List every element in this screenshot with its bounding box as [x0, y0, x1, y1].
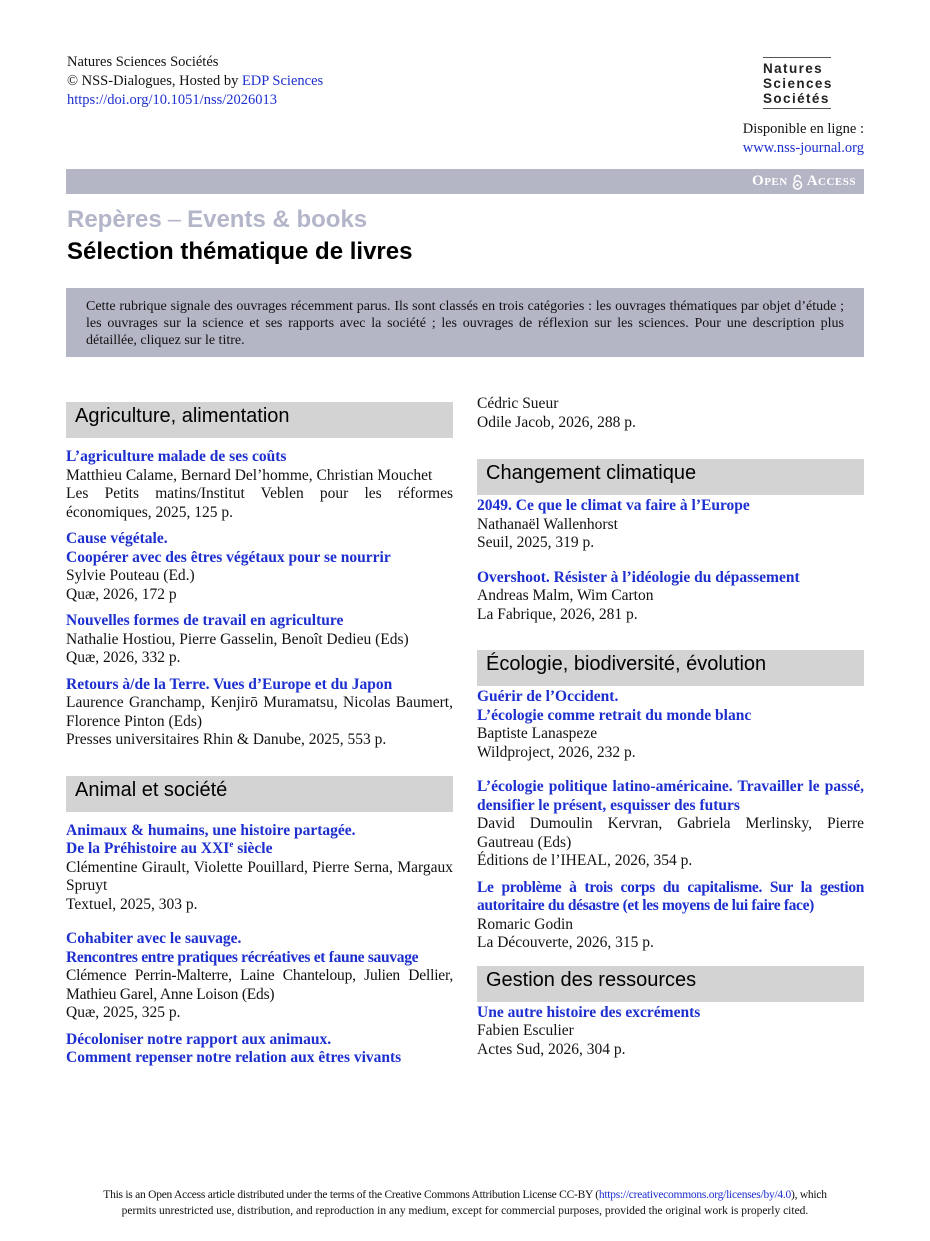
access-word: Access [806, 173, 856, 189]
section-heading-ecology: Écologie, biodiversité, évolution [477, 650, 864, 686]
book-title-link[interactable]: Nouvelles formes de travail en agriculture [66, 612, 344, 629]
book-authors: Nathalie Hostiou, Pierre Gasselin, Benoît Dedieu (Eds) [66, 630, 409, 648]
book-title-link[interactable]: Retours à/de la Terre. Vues d’Europe et du Japon [66, 675, 393, 693]
book-publisher: Éditions de l’IHEAL, 2026, 354 p. [477, 852, 693, 869]
book-title-link[interactable]: Décoloniser notre rapport aux animaux. [66, 1030, 332, 1048]
open-access-lock-icon [792, 174, 803, 190]
right-column [477, 395, 864, 1059]
book-publisher: La Découverte, 2026, 315 p. [477, 934, 654, 951]
section-heading-resources: Gestion des ressources [477, 966, 864, 1002]
book-title-link[interactable]: Overshoot. Résister à l’idéologie du dépassement [477, 568, 800, 586]
availability [743, 120, 864, 158]
book-authors: Matthieu Calame, Bernard Del’homme, Christian Mouchet [66, 466, 433, 484]
book-entry [66, 1031, 453, 1068]
book-title-link[interactable]: Cause végétale. [66, 530, 168, 547]
book-publisher: Textuel, 2025, 303 p. [66, 895, 198, 913]
logo-line-3: Sociétés [763, 91, 830, 106]
doi-link[interactable]: https://doi.org/10.1051/nss/2026013 [67, 92, 278, 108]
left-column [66, 402, 453, 1068]
section-heading-animal: Animal et société [66, 776, 453, 812]
book-publisher: Quæ, 2026, 172 p [66, 585, 177, 603]
book-entry [66, 448, 453, 522]
book-publisher: Quæ, 2026, 332 p. [66, 649, 181, 666]
book-authors: Cédric Sueur [477, 395, 559, 412]
book-authors: Clémence Perrin-Malterre, Laine Chanteloup, Julien Dellier, Mathieu Garel, Anne Loison (Eds) [66, 967, 453, 1003]
book-title-link[interactable]: Une autre histoire des excréments [477, 1003, 701, 1021]
book-entry [477, 1004, 864, 1060]
book-authors: Clémentine Girault, Violette Pouillard, Pierre Serna, Margaux Spruyt [66, 858, 453, 894]
book-entry [477, 688, 864, 762]
copyright-line: © NSS-Dialogues, Hosted by EDP Sciences [67, 73, 324, 89]
section-kicker: Repères – Events & books [67, 206, 368, 233]
book-publisher: Actes Sud, 2026, 304 p. [477, 1040, 626, 1058]
book-title-link[interactable]: Le problème à trois corps du capitalisme. Sur la gestion autoritaire du désastre (et les moyens de lui faire face) [477, 878, 864, 914]
book-title-link[interactable]: 2049. Ce que le climat va faire à l’Europe [477, 497, 750, 514]
website-link[interactable]: www.nss-journal.org [742, 140, 864, 156]
book-authors: Sylvie Pouteau (Ed.) [66, 567, 195, 584]
book-entry [66, 676, 453, 750]
book-publisher: Quæ, 2025, 325 p. [66, 1004, 181, 1021]
open-access-bar [66, 169, 864, 194]
book-publisher: La Fabrique, 2026, 281 p. [477, 605, 638, 623]
book-entry [477, 569, 864, 625]
page-title: Sélection thématique de livres [67, 238, 413, 265]
book-entry [66, 822, 453, 915]
available-label: Disponible en ligne : [742, 121, 864, 137]
book-entry [477, 879, 864, 953]
book-entry-continued [477, 395, 864, 432]
book-subtitle-link[interactable]: Comment repenser notre relation aux êtres vivants [66, 1049, 402, 1066]
journal-name: Natures Sciences Sociétés [67, 54, 219, 70]
license-line-2: permits unrestricted use, distribution, and reproduction in any medium, except for commercial purposes, provided the original work is properly cited. [121, 1205, 809, 1217]
logo-line-1: Natures [763, 61, 824, 76]
book-publisher: Seuil, 2025, 319 p. [477, 534, 595, 551]
book-title-link[interactable]: L’écologie politique latino-américaine. Travailler le passé, densifier le présent, esquisser des futurs [477, 778, 864, 814]
book-entry [66, 612, 453, 668]
section-heading-agriculture: Agriculture, alimentation [66, 402, 453, 438]
open-word: Open [752, 173, 788, 189]
book-publisher: Presses universitaires Rhin & Danube, 2025, 553 p. [66, 731, 387, 748]
book-authors: Fabien Esculier [477, 1022, 574, 1039]
book-title-link[interactable]: Guérir de l’Occident. [477, 688, 619, 705]
book-entry [66, 930, 453, 1023]
book-authors: Andreas Malm, Wim Carton [477, 587, 654, 604]
book-publisher: Wildproject, 2026, 232 p. [477, 743, 636, 761]
book-authors: Romaric Godin [477, 915, 573, 933]
book-title-link[interactable]: Cohabiter avec le sauvage. [66, 930, 242, 947]
book-publisher: Les Petits matins/Institut Veblen pour les réformes économiques, 2025, 125 p. [66, 485, 453, 521]
journal-header [67, 53, 323, 110]
book-subtitle-link[interactable]: L’écologie comme retrait du monde blanc [477, 706, 752, 724]
logo-line-2: Sciences [763, 76, 833, 91]
book-entry [66, 530, 453, 604]
book-authors: Laurence Granchamp, Kenjirō Muramatsu, Nicolas Baumert, Florence Pinton (Eds) [66, 694, 453, 730]
book-subtitle-link[interactable]: De la Préhistoire au XXIe siècle [66, 838, 273, 857]
section-heading-climate: Changement climatique [477, 459, 864, 495]
intro-box: Cette rubrique signale des ouvrages récemment parus. Ils sont classés en trois catégories : les ouvrages thématiques par objet d’étude ; les ouvrages sur la science et ses rapports avec la société ; les ouvrages de réflexion sur les sciences. Pour une description plus détaillée, cliquez sur le titre. [66, 288, 864, 357]
book-authors: Baptiste Lanaspeze [477, 725, 598, 742]
book-publisher: Odile Jacob, 2026, 288 p. [477, 413, 636, 431]
open-access-label [752, 173, 856, 190]
book-authors: Nathanaël Wallenhorst [477, 515, 618, 533]
book-entry [477, 778, 864, 871]
book-title-link[interactable]: L’agriculture malade de ses coûts [66, 448, 287, 465]
book-entry [477, 497, 864, 553]
book-title-link[interactable]: Animaux & humains, une histoire partagée. [66, 821, 356, 839]
journal-logo [763, 57, 831, 109]
book-subtitle-link[interactable]: Coopérer avec des êtres végétaux pour se nourrir [66, 548, 391, 566]
license-footer: This is an Open Access article distributed under the terms of the Creative Commons Attribution License CC-BY (https://creativecommons.org/licenses/by/4.0), which permits unrestricted use, distribution, and reproduction in any medium, except for commercial purposes, provided the original work is properly cited. [66, 1187, 864, 1219]
license-link[interactable]: https://creativecommons.org/licenses/by/4.0 [598, 1189, 792, 1201]
book-subtitle-link[interactable]: Rencontres entre pratiques récréatives et faune sauvage [66, 948, 419, 966]
publisher-link[interactable]: EDP Sciences [241, 73, 324, 89]
book-authors: David Dumoulin Kervran, Gabriela Merlinsky, Pierre Gautreau (Eds) [477, 815, 864, 851]
